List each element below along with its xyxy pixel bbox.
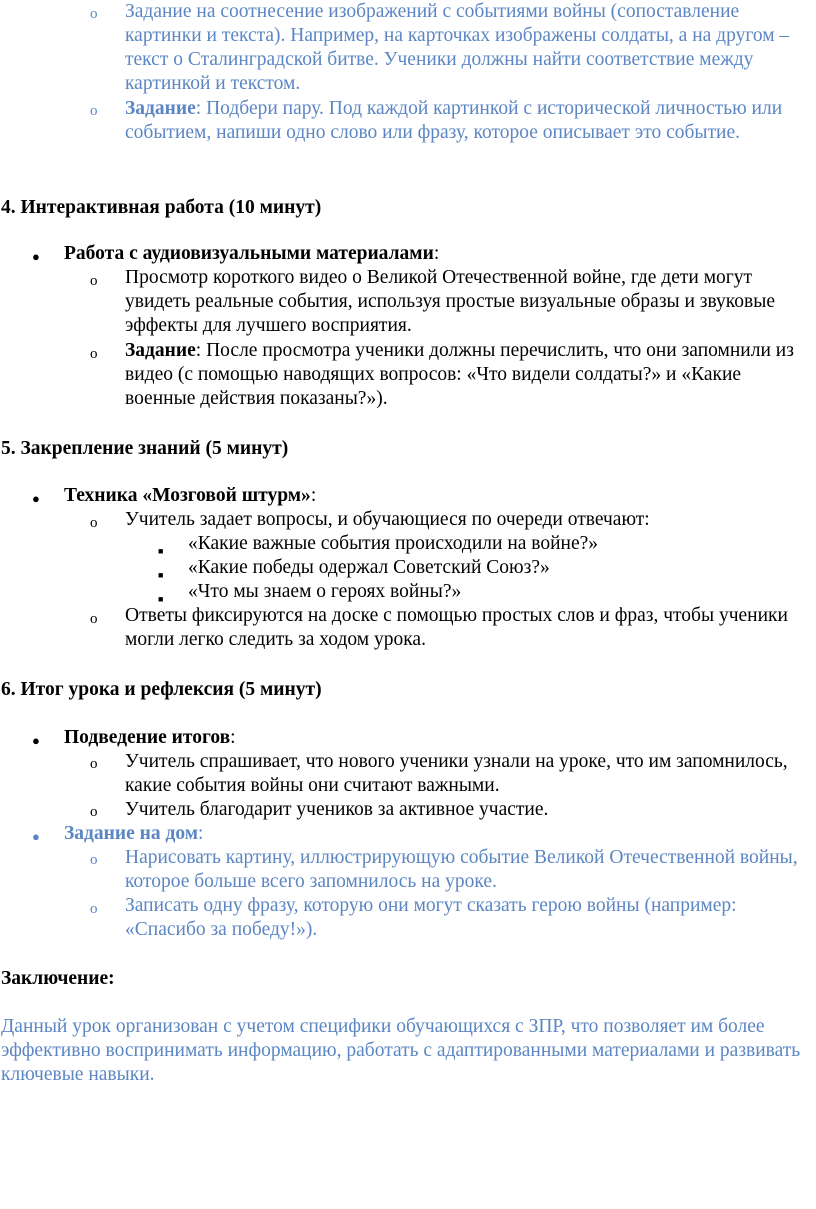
circle-bullet-marker: o xyxy=(90,6,98,22)
circle-bullet-marker: o xyxy=(90,273,98,289)
section-6-sub-2: Учитель благодарит учеников за активное участие. xyxy=(125,799,549,820)
section-4-bullet xyxy=(64,242,804,266)
bullet-label: Работа с аудиовизуальными материалами xyxy=(64,243,434,264)
task-text: : После просмотра ученики должны перечислить, что они запомнили из видео (с помощью наводящих вопросов: «Что видели солдаты?» и «Какие военные действия показаны?»). xyxy=(125,340,794,409)
disc-bullet-marker: ● xyxy=(32,491,40,506)
circle-bullet-marker: o xyxy=(90,756,98,772)
section-4-sub-1: Просмотр короткого видео о Великой Отечественной войне, где дети могут увидеть реальные события, используя простые визуальные образы и звуковые эффекты для лучшего восприятия. xyxy=(125,267,776,336)
conclusion-text: Данный урок организован с учетом специфики обучающихся с ЗПР, что позволяет им более эффективно воспринимать информацию, работать с адаптированными материалами и развивать ключевые навыки. xyxy=(1,1016,801,1085)
bullet-suffix: : xyxy=(198,823,204,844)
disc-bullet-marker: ● xyxy=(32,733,40,748)
bullet-suffix: : xyxy=(310,485,317,506)
intro-item-1: Задание на соотнесение изображений с событиями войны (сопоставление картинки и текста). Например, на карточках изображены солдаты, а на другом – текст о Сталинградской битве. Ученики должны найти соответствие между картинкой и текстом. xyxy=(125,1,790,94)
disc-bullet-marker: ● xyxy=(32,249,40,264)
conclusion-heading: Заключение: xyxy=(1,968,115,989)
task-label: Задание xyxy=(125,98,196,119)
section-5-bullet xyxy=(64,484,804,508)
square-bullet-marker: ■ xyxy=(158,546,164,556)
homework-item-2: Записать одну фразу, которую они могут сказать герою войны (например: «Спасибо за победу!»). xyxy=(125,895,737,940)
bullet-suffix: : xyxy=(230,727,236,748)
circle-bullet-marker: o xyxy=(90,103,98,119)
section-6-sub-1: Учитель спрашивает, что нового ученики узнали на уроке, что им запомнилось, какие события войны они считают важными. xyxy=(125,751,788,796)
question-item: «Какие важные события происходили на войне?» xyxy=(188,533,599,554)
square-bullet-marker: ■ xyxy=(158,570,164,580)
circle-bullet-marker: o xyxy=(90,804,98,820)
homework-bullet xyxy=(64,822,804,846)
circle-bullet-marker: o xyxy=(90,852,98,868)
bullet-label: Техника «Мозговой штурм» xyxy=(64,485,311,506)
square-bullet-marker: ■ xyxy=(158,594,164,604)
section-4-sub-2 xyxy=(125,339,809,411)
section-5-heading: 5. Закрепление знаний (5 минут) xyxy=(1,438,289,459)
section-4-heading: 4. Интерактивная работа (10 минут) xyxy=(1,197,322,218)
circle-bullet-marker: o xyxy=(90,515,98,531)
bullet-label: Задание на дом xyxy=(64,823,199,844)
bullet-label: Подведение итогов xyxy=(64,727,231,748)
section-5-sub-1: Учитель задает вопросы, и обучающиеся по очереди отвечают: xyxy=(125,509,650,530)
question-item: «Какие победы одержал Советский Союз?» xyxy=(188,557,550,578)
question-item: «Что мы знаем о героях войны?» xyxy=(188,581,462,602)
homework-item-1: Нарисовать картину, иллюстрирующую событие Великой Отечественной войны, которое больше всего запомнилось на уроке. xyxy=(125,847,798,892)
section-6-heading: 6. Итог урока и рефлексия (5 минут) xyxy=(1,679,322,700)
bullet-suffix: : xyxy=(433,243,440,264)
circle-bullet-marker: o xyxy=(90,901,98,917)
section-6-bullet-1 xyxy=(64,726,804,750)
task-label: Задание xyxy=(125,340,196,361)
circle-bullet-marker: o xyxy=(90,611,98,627)
intro-item-2 xyxy=(125,97,805,145)
task-text: : Подбери пару. Под каждой картинкой с исторической личностью или событием, напиши одно слово или фразу, которое описывает это событие. xyxy=(125,98,783,143)
section-5-sub-2: Ответы фиксируются на доске с помощью простых слов и фраз, чтобы ученики могли легко следить за ходом урока. xyxy=(125,605,788,650)
disc-bullet-marker: ● xyxy=(32,829,40,844)
circle-bullet-marker: o xyxy=(90,346,98,362)
